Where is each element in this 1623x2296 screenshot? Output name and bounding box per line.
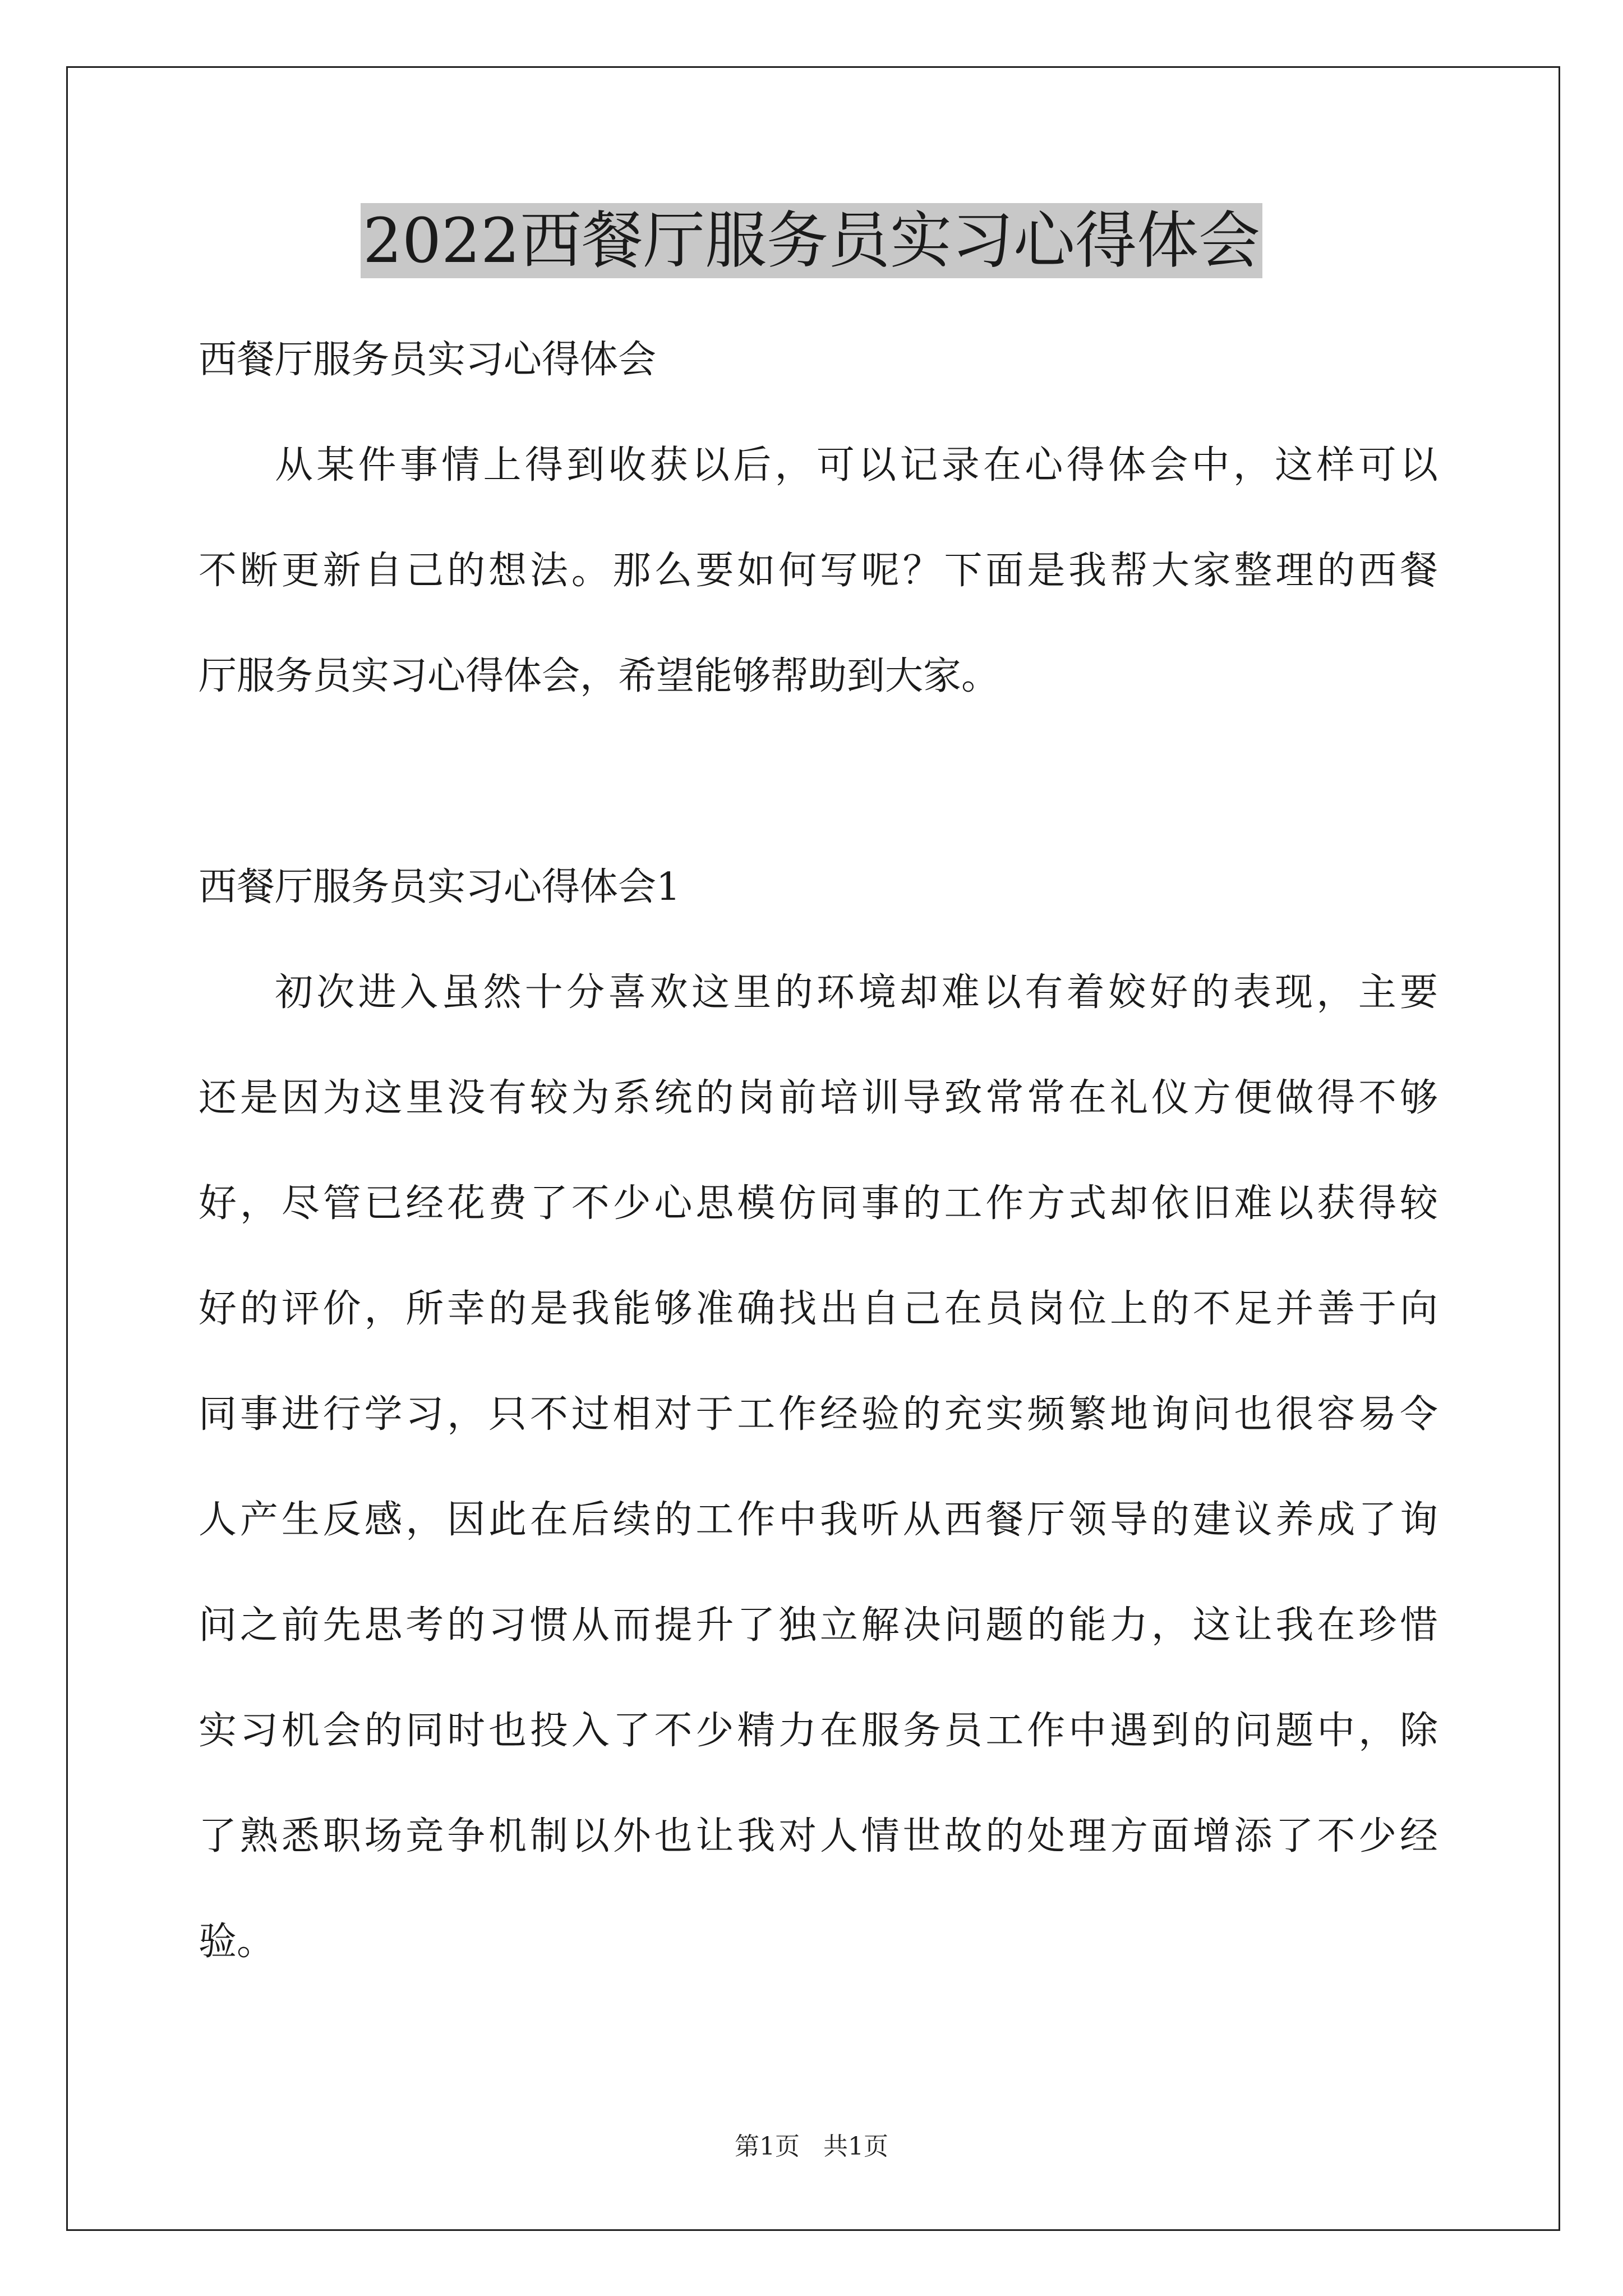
intro-line: 不断更新自己的想法。那么要如何写呢？下面是我帮大家整理的西餐 bbox=[199, 549, 1438, 593]
body-line: 好，尽管已经花费了不少心思模仿同事的工作方式却依旧难以获得较 bbox=[199, 1181, 1438, 1226]
page-number: 第1页 bbox=[735, 2132, 800, 2161]
body-line: 初次进入虽然十分喜欢这里的环境却难以有着姣好的表现，主要 bbox=[275, 970, 1438, 1015]
page-footer bbox=[0, 2126, 1623, 2162]
intro-line: 厅服务员实习心得体会，希望能够帮助到大家。 bbox=[199, 654, 1000, 698]
body-line: 同事进行学习，只不过相对于工作经验的充实频繁地询问也很容易令 bbox=[199, 1392, 1438, 1437]
page-total: 共1页 bbox=[823, 2132, 888, 2161]
section-heading: 西餐厅服务员实习心得体会1 bbox=[199, 865, 681, 909]
title-wrap bbox=[0, 203, 1623, 278]
body-line: 验。 bbox=[199, 1920, 275, 1964]
body-line: 好的评价，所幸的是我能够准确找出自己在员岗位上的不足并善于向 bbox=[199, 1287, 1438, 1331]
document-title: 2022西餐厅服务员实习心得体会 bbox=[361, 203, 1262, 278]
document-body bbox=[199, 307, 1438, 1995]
body-line: 实习机会的同时也投入了不少精力在服务员工作中遇到的问题中，除 bbox=[199, 1709, 1438, 1753]
body-line: 了熟悉职场竞争机制以外也让我对人情世故的处理方面增添了不少经 bbox=[199, 1814, 1438, 1858]
body-line: 还是因为这里没有较为系统的岗前培训导致常常在礼仪方便做得不够 bbox=[199, 1076, 1438, 1120]
body-line: 问之前先思考的习惯从而提升了独立解决问题的能力，这让我在珍惜 bbox=[199, 1603, 1438, 1648]
paragraph-gap bbox=[199, 729, 1438, 835]
section-heading: 西餐厅服务员实习心得体会 bbox=[199, 338, 657, 382]
intro-line: 从某件事情上得到收获以后，可以记录在心得体会中，这样可以 bbox=[275, 443, 1438, 487]
body-line: 人产生反感，因此在后续的工作中我听从西餐厅领导的建议养成了询 bbox=[199, 1498, 1438, 1542]
